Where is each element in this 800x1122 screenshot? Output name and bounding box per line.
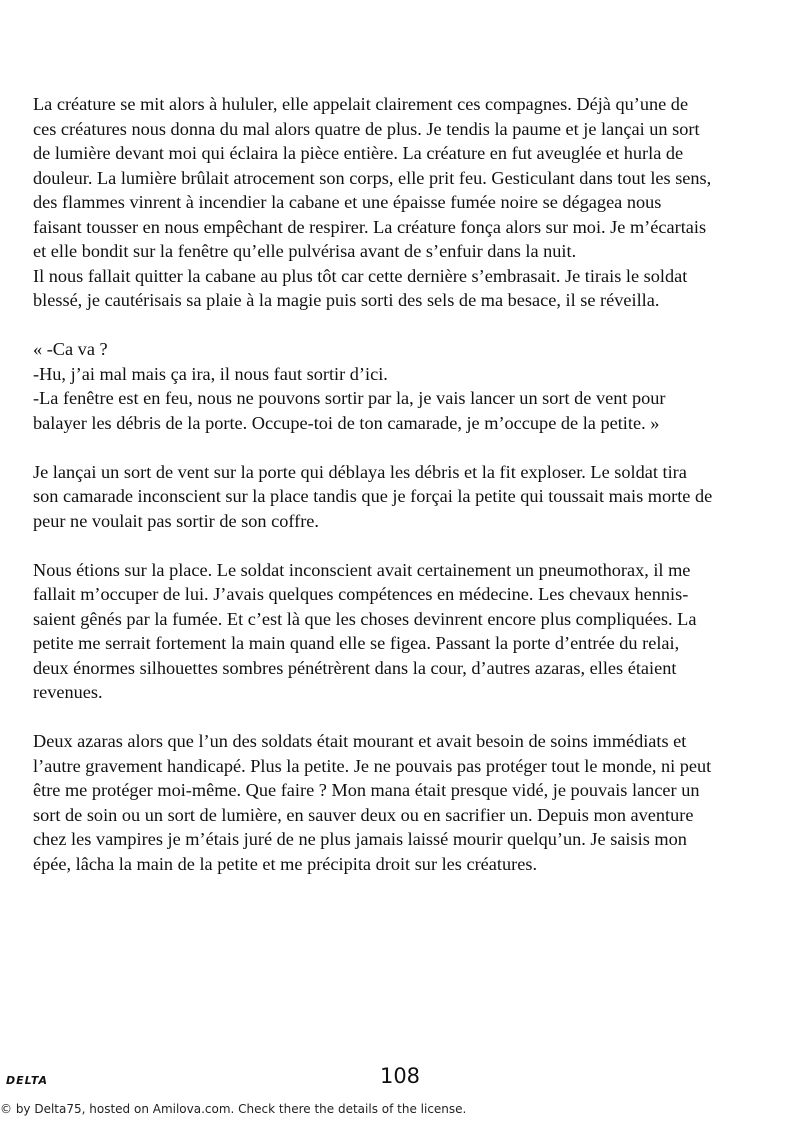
paragraph-1 (33, 92, 773, 313)
text-line: saient gênés par la fumée. Et c’est là que les choses devinrent encore plus compliquées. La (33, 608, 697, 629)
text-line: son camarade inconscient sur la place tandis que je forçai la petite qui toussait mais morte de (33, 486, 713, 506)
text-line: faisant tousser en nous empêchant de respirer. La créature fonça alors sur moi. Je m’écartais (33, 216, 707, 237)
delta-logo: DELTA (6, 1074, 48, 1087)
text-line: des flammes vinrent à incendier la cabane et une épaisse fumée noire se dégagea nous (33, 192, 662, 212)
license-notice: © by Delta75, hosted on Amilova.com. Check there the details of the license. (0, 1102, 467, 1116)
text-line: deux énormes silhouettes sombres pénétrèrent dans la cour, d’autres azaras, elles étaient (33, 657, 677, 678)
text-line: Il nous fallait quitter la cabane au plus tôt car cette dernière s’embrasait. Je tirais le soldat (33, 265, 688, 286)
dialogue-block (33, 337, 773, 435)
text-line: ces créatures nous donna du mal alors quatre de plus. Je tendis la paume et je lançai un sort (33, 118, 700, 139)
text-line: de lumière devant moi qui éclaira la pièce entière. La créature en fut aveuglée et hurla de (33, 143, 684, 163)
dialogue-line: -Hu, j’ai mal mais ça ira, il nous faut sortir d’ici. (33, 363, 388, 384)
text-line: blessé, je cautérisais sa plaie à la magie puis sorti des sels de ma besace, il se réveilla. (33, 290, 660, 310)
paragraph-2 (33, 460, 773, 534)
text-line: et elle bondit sur la fenêtre qu’elle pulvérisa avant de s’enfuir dans la nuit. (33, 241, 577, 261)
text-line: peur ne voulait pas sortir de son coffre. (33, 510, 319, 531)
paragraph-3 (33, 558, 773, 705)
text-line: Je lançai un sort de vent sur la porte qui déblaya les débris et la fit exploser. Le soldat tira (33, 461, 687, 482)
text-line: l’autre gravement handicapé. Plus la petite. Je ne pouvais pas protéger tout le monde, ni peut (33, 755, 712, 776)
dialogue-line: balayer les débris de la porte. Occupe-toi de ton camarade, je m’occupe de la petite. » (33, 412, 660, 433)
text-line: douleur. La lumière brûlait atrocement son corps, elle prit feu. Gesticulant dans tout les sens, (33, 167, 712, 188)
text-line: revenues. (33, 682, 103, 702)
paragraph-4 (33, 729, 773, 876)
dialogue-line: -La fenêtre est en feu, nous ne pouvons sortir par la, je vais lancer un sort de vent pour (33, 388, 666, 408)
text-line: La créature se mit alors à hululer, elle appelait clairement ces compagnes. Déjà qu’une de (33, 94, 689, 114)
text-line: petite me serrait fortement la main quand elle se figea. Passant la porte d’entrée du relai, (33, 633, 680, 653)
text-line: Nous étions sur la place. Le soldat inconscient avait certainement un pneumothorax, il me (33, 559, 691, 580)
text-line: fallait m’occuper de lui. J’avais quelques compétences en médecine. Les chevaux hennis- (33, 584, 689, 604)
text-line: être me protéger moi-même. Que faire ? Mon mana était presque vidé, je pouvais lancer un (33, 780, 700, 800)
text-line: Deux azaras alors que l’un des soldats était mourant et avait besoin de soins immédiats et (33, 731, 687, 751)
page-number: 108 (379, 1064, 421, 1088)
text-line: épée, lâcha la main de la petite et me précipita droit sur les créatures. (33, 853, 538, 874)
text-line: chez les vampires je m’étais juré de ne plus jamais laissé mourir quelqu’un. Je saisis mon (33, 829, 687, 849)
text-line: sort de soin ou un sort de lumière, en sauver deux ou en sacrifier un. Depuis mon aventure (33, 804, 694, 825)
page-body (33, 92, 773, 901)
dialogue-line: « -Ca va ? (33, 339, 108, 359)
